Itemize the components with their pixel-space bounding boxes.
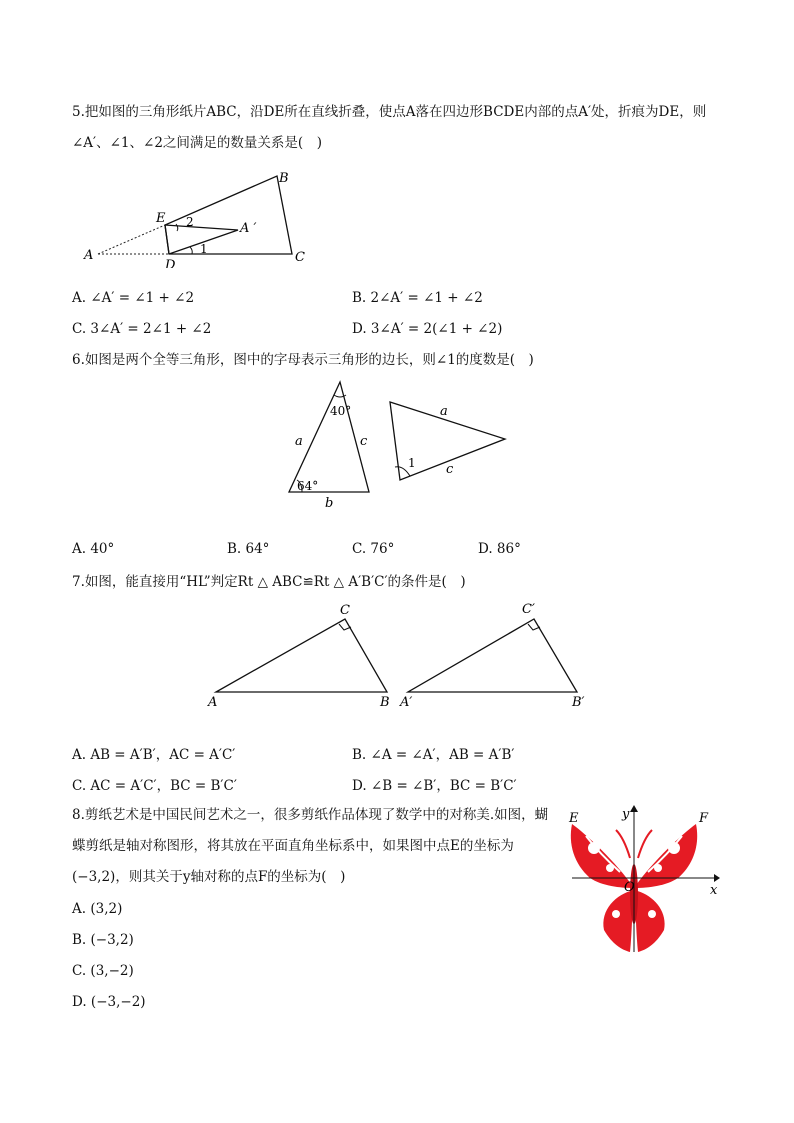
label-F: F xyxy=(699,811,709,826)
question-7-figure xyxy=(200,598,600,713)
q7-option-d[interactable]: D. ∠B = ∠B′，BC = B′C′ xyxy=(352,778,517,794)
label-angle-1: 1 xyxy=(200,242,208,256)
label-A: A xyxy=(208,695,218,710)
question-8-text: 8.剪纸艺术是中国民间艺术之一，很多剪纸作品体现了数学中的对称美.如图，蝴蝶剪纸是轴对称图形，将其放在平面直角坐标系中，如果图中点E的坐标为(−3,2)，则其关于y轴对称的点F的坐标为( ) xyxy=(72,807,549,885)
question-5-text: 5.把如图的三角形纸片ABC，沿DE所在直线折叠，使点A落在四边形BCDE内部的点A′处，折痕为DE，则∠A′、∠1、∠2之间满足的数量关系是( ) xyxy=(72,104,707,151)
label-C-prime: C′ xyxy=(522,602,535,617)
label-side-b: b xyxy=(325,496,334,511)
label-side-c-left: c xyxy=(360,434,368,449)
q7-option-b[interactable]: B. ∠A = ∠A′，AB = A′B′ xyxy=(352,747,515,763)
question-5-figure xyxy=(80,168,320,268)
label-B: B xyxy=(279,171,289,186)
label-E: E xyxy=(156,211,166,226)
label-angle-64: 64° xyxy=(297,479,319,493)
question-7-text: 7.如图，能直接用“HL”判定Rt △ ABC≌Rt △ A′B′C′的条件是( ) xyxy=(72,574,466,590)
label-E: E xyxy=(569,811,579,826)
label-side-a-left: a xyxy=(295,434,303,449)
label-angle-1: 1 xyxy=(408,456,416,470)
label-A: A xyxy=(84,248,94,263)
q8-option-a[interactable]: A. (3,2) xyxy=(72,901,123,917)
label-y: y xyxy=(622,807,630,822)
q6-option-b[interactable]: B. 64° xyxy=(227,541,270,557)
question-6-figure xyxy=(280,375,520,515)
label-side-c-right: c xyxy=(446,462,454,477)
label-side-a-right: a xyxy=(440,404,448,419)
label-B: B xyxy=(380,695,390,710)
label-B-prime: B′ xyxy=(572,695,585,710)
butterfly-figure xyxy=(564,802,730,960)
q5-option-d[interactable]: D. 3∠A′ = 2(∠1 + ∠2) xyxy=(352,321,503,337)
q8-option-d[interactable]: D. (−3,−2) xyxy=(72,994,146,1010)
q5-option-b[interactable]: B. 2∠A′ = ∠1 + ∠2 xyxy=(352,290,483,306)
q6-option-d[interactable]: D. 86° xyxy=(478,541,521,557)
label-x: x xyxy=(710,883,718,898)
label-angle-2: 2 xyxy=(186,215,194,229)
q5-option-c[interactable]: C. 3∠A′ = 2∠1 + ∠2 xyxy=(72,321,212,337)
q5-option-a[interactable]: A. ∠A′ = ∠1 + ∠2 xyxy=(72,290,195,306)
question-6-text: 6.如图是两个全等三角形，图中的字母表示三角形的边长，则∠1的度数是( ) xyxy=(72,352,534,368)
label-C: C xyxy=(295,250,305,265)
label-O: O xyxy=(624,880,635,895)
q8-option-b[interactable]: B. (−3,2) xyxy=(72,932,134,948)
q6-option-a[interactable]: A. 40° xyxy=(72,541,115,557)
label-A-prime: A′ xyxy=(400,695,413,710)
q7-option-c[interactable]: C. AC = A′C′，BC = B′C′ xyxy=(72,778,237,794)
q7-option-a[interactable]: A. AB = A′B′，AC = A′C′ xyxy=(72,747,236,763)
label-D: D xyxy=(165,258,176,268)
label-A-prime: A ′ xyxy=(240,221,257,236)
q8-option-c[interactable]: C. (3,−2) xyxy=(72,963,134,979)
q6-option-c[interactable]: C. 76° xyxy=(352,541,395,557)
label-C: C xyxy=(340,603,350,618)
label-angle-40: 40° xyxy=(330,404,352,418)
